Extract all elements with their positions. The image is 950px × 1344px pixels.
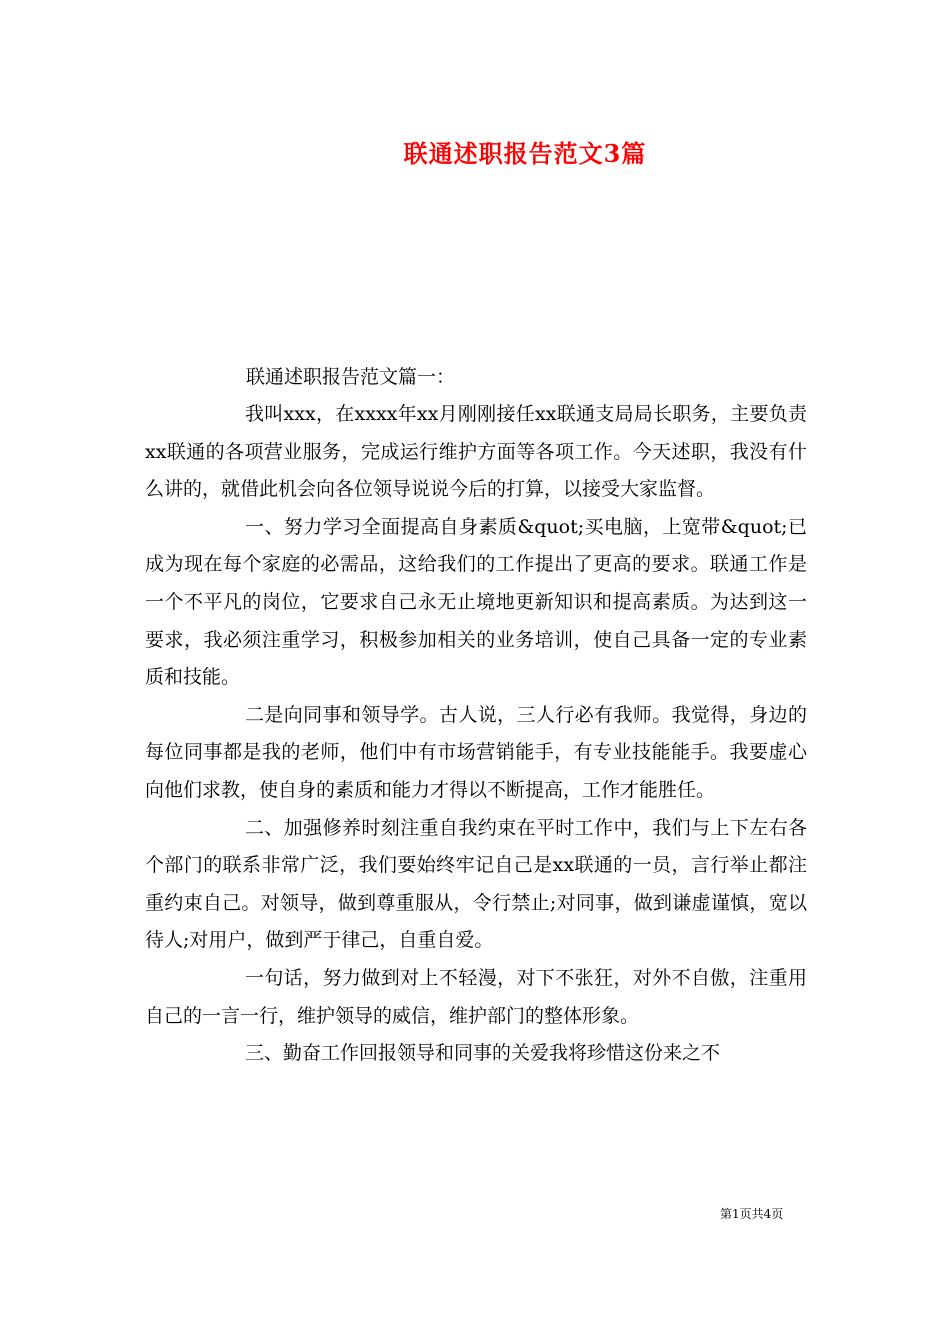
paragraph: 一句话，努力做到对上不轻漫，对下不张狂，对外不自傲，注重用自己的一言一行，维护领导的威信，维护部门的整体形象。 xyxy=(145,966,807,1027)
document-title: 联通述职报告范文3篇 xyxy=(403,139,647,168)
paragraph: 一、努力学习全面提高自身素质&quot;买电脑，上宽带&quot;已成为现在每个家庭的必需品，这给我们的工作提出了更高的要求。联通工作是一个不平凡的岗位，它要求自己永无止境地更新知识和提高素质。为达到这一要求，我必须注重学习，积极参加相关的业务培训，使自己具备一定的专业素质和技能。 xyxy=(145,515,807,689)
paragraph: 我叫xxx，在xxxx年xx月刚刚接任xx联通支局局长职务，主要负责xx联通的各项营业服务，完成运行维护方面等各项工作。今天述职，我没有什么讲的，就借此机会向各位领导说说今后的打算，以接受大家监督。 xyxy=(145,403,807,501)
paragraph: 二是向同事和领导学。古人说，三人行必有我师。我觉得，身边的每位同事都是我的老师，他们中有市场营销能手，有专业技能能手。我要虚心向他们求教，使自身的素质和能力才得以不断提高，工作才能胜任。 xyxy=(145,703,807,801)
paragraph: 三、勤奋工作回报领导和同事的关爱我将珍惜这份来之不 xyxy=(245,1042,721,1065)
paragraph: 二、加强修养时刻注重自我约束在平时工作中，我们与上下左右各个部门的联系非常广泛，我们要始终牢记自己是xx联通的一员，言行举止都注重约束自己。对领导，做到尊重服从，令行禁止;对同事，做到谦虚谨慎，宽以待人;对用户，做到严于律己，自重自爱。 xyxy=(145,816,807,952)
document-body xyxy=(145,396,807,1073)
section-heading: 联通述职报告范文篇一： xyxy=(246,366,456,388)
page-footer: 第1页共4页 xyxy=(720,1207,784,1221)
